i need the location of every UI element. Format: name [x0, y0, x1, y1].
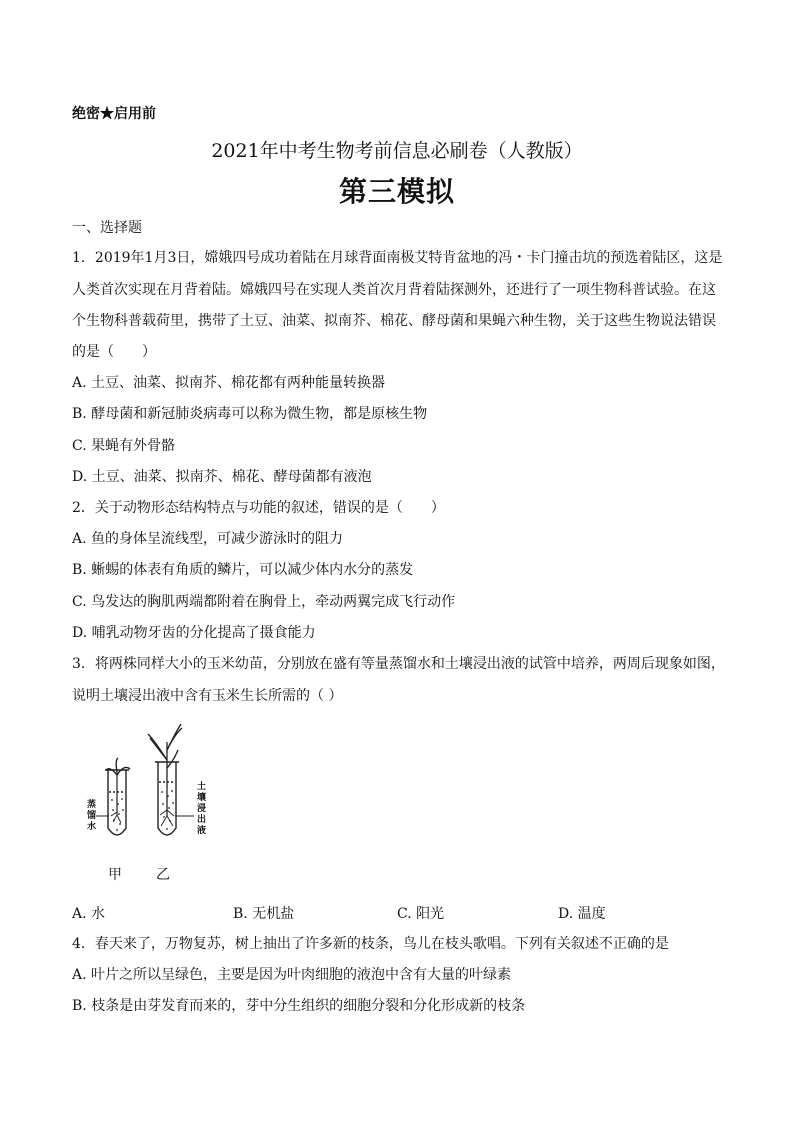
- exam-title: 2021年中考生物考前信息必刷卷（人教版）: [211, 140, 583, 162]
- question-text-line: 的是（ ）: [72, 344, 156, 360]
- question-text-line: 说明土壤浸出液中含有玉米生长所需的（ ）: [72, 688, 343, 704]
- question-text-line: 2．关于动物形态结构特点与功能的叙述，错误的是（ ）: [72, 500, 445, 516]
- exam-subtitle: 第三模拟: [338, 175, 455, 208]
- question-text-line: 人类首次实现在月背着陆。嫦娥四号在实现人类首次月背着陆探测外，还进行了一项生物科普试验。在这: [72, 282, 716, 298]
- option-c: C. 鸟发达的胸肌两端都附着在胸骨上，牵动两翼完成飞行动作: [72, 594, 456, 610]
- question-text-line: 个生物科普载荷里，携带了土豆、油菜、拟南芥、棉花、酵母菌和果蝇六种生物，关于这些生物说法错误: [72, 313, 716, 329]
- question-text-line: 1．2019年1月3日，嫦娥四号成功着陆在月球背面南极艾特肯盆地的冯・卡门撞击坑的预选着陆区，这是: [72, 250, 723, 266]
- tube-a-icon: [96, 758, 130, 835]
- question-text-line: 4．春天来了，万物复苏，树上抽出了许多新的枝条，鸟儿在枝头歌唱。下列有关叙述不正确的是: [72, 936, 669, 952]
- option-a: A. 鱼的身体呈流线型，可减少游泳时的阻力: [72, 531, 344, 547]
- tube-a-label: 甲: [108, 867, 122, 883]
- soil-extract-label: 土壤浸出液: [196, 782, 206, 836]
- option-c: C. 果蝇有外骨骼: [72, 438, 176, 454]
- tube-b-icon: [148, 724, 194, 835]
- option-b: B. 酵母菌和新冠肺炎病毒可以称为微生物，都是原核生物: [72, 406, 428, 422]
- option-d: D. 土豆、油菜、拟南芥、棉花、酵母菌都有液泡: [72, 469, 372, 485]
- option-d: D. 哺乳动物牙齿的分化提高了摄食能力: [72, 625, 316, 641]
- option-c: C. 阳光: [397, 906, 445, 922]
- option-a: A. 土豆、油菜、拟南芥、棉花都有两种能量转换器: [72, 375, 386, 391]
- option-a: A. 水: [72, 906, 106, 922]
- option-b: B. 无机盐: [233, 906, 295, 922]
- option-b: B. 蜥蜴的体表有角质的鳞片，可以减少体内水分的蒸发: [72, 562, 414, 578]
- option-d: D. 温度: [558, 906, 606, 922]
- tube-b-label: 乙: [156, 867, 170, 883]
- option-b: B. 枝条是由芽发育而来的，芽中分生组织的细胞分裂和分化形成新的枝条: [72, 998, 526, 1014]
- option-a: A. 叶片之所以呈绿色，主要是因为叶肉细胞的液泡中含有大量的叶绿素: [72, 967, 512, 983]
- section-heading: 一、选择题: [72, 220, 142, 236]
- question-text-line: 3．将两株同样大小的玉米幼苗，分别放在盛有等量蒸馏水和土壤浸出液的试管中培养，两周后现象如图，: [72, 656, 725, 672]
- secret-mark: 绝密★启用前: [72, 106, 156, 122]
- test-tube-figure: [82, 720, 222, 885]
- distilled-water-label: 蒸馏水: [86, 800, 96, 832]
